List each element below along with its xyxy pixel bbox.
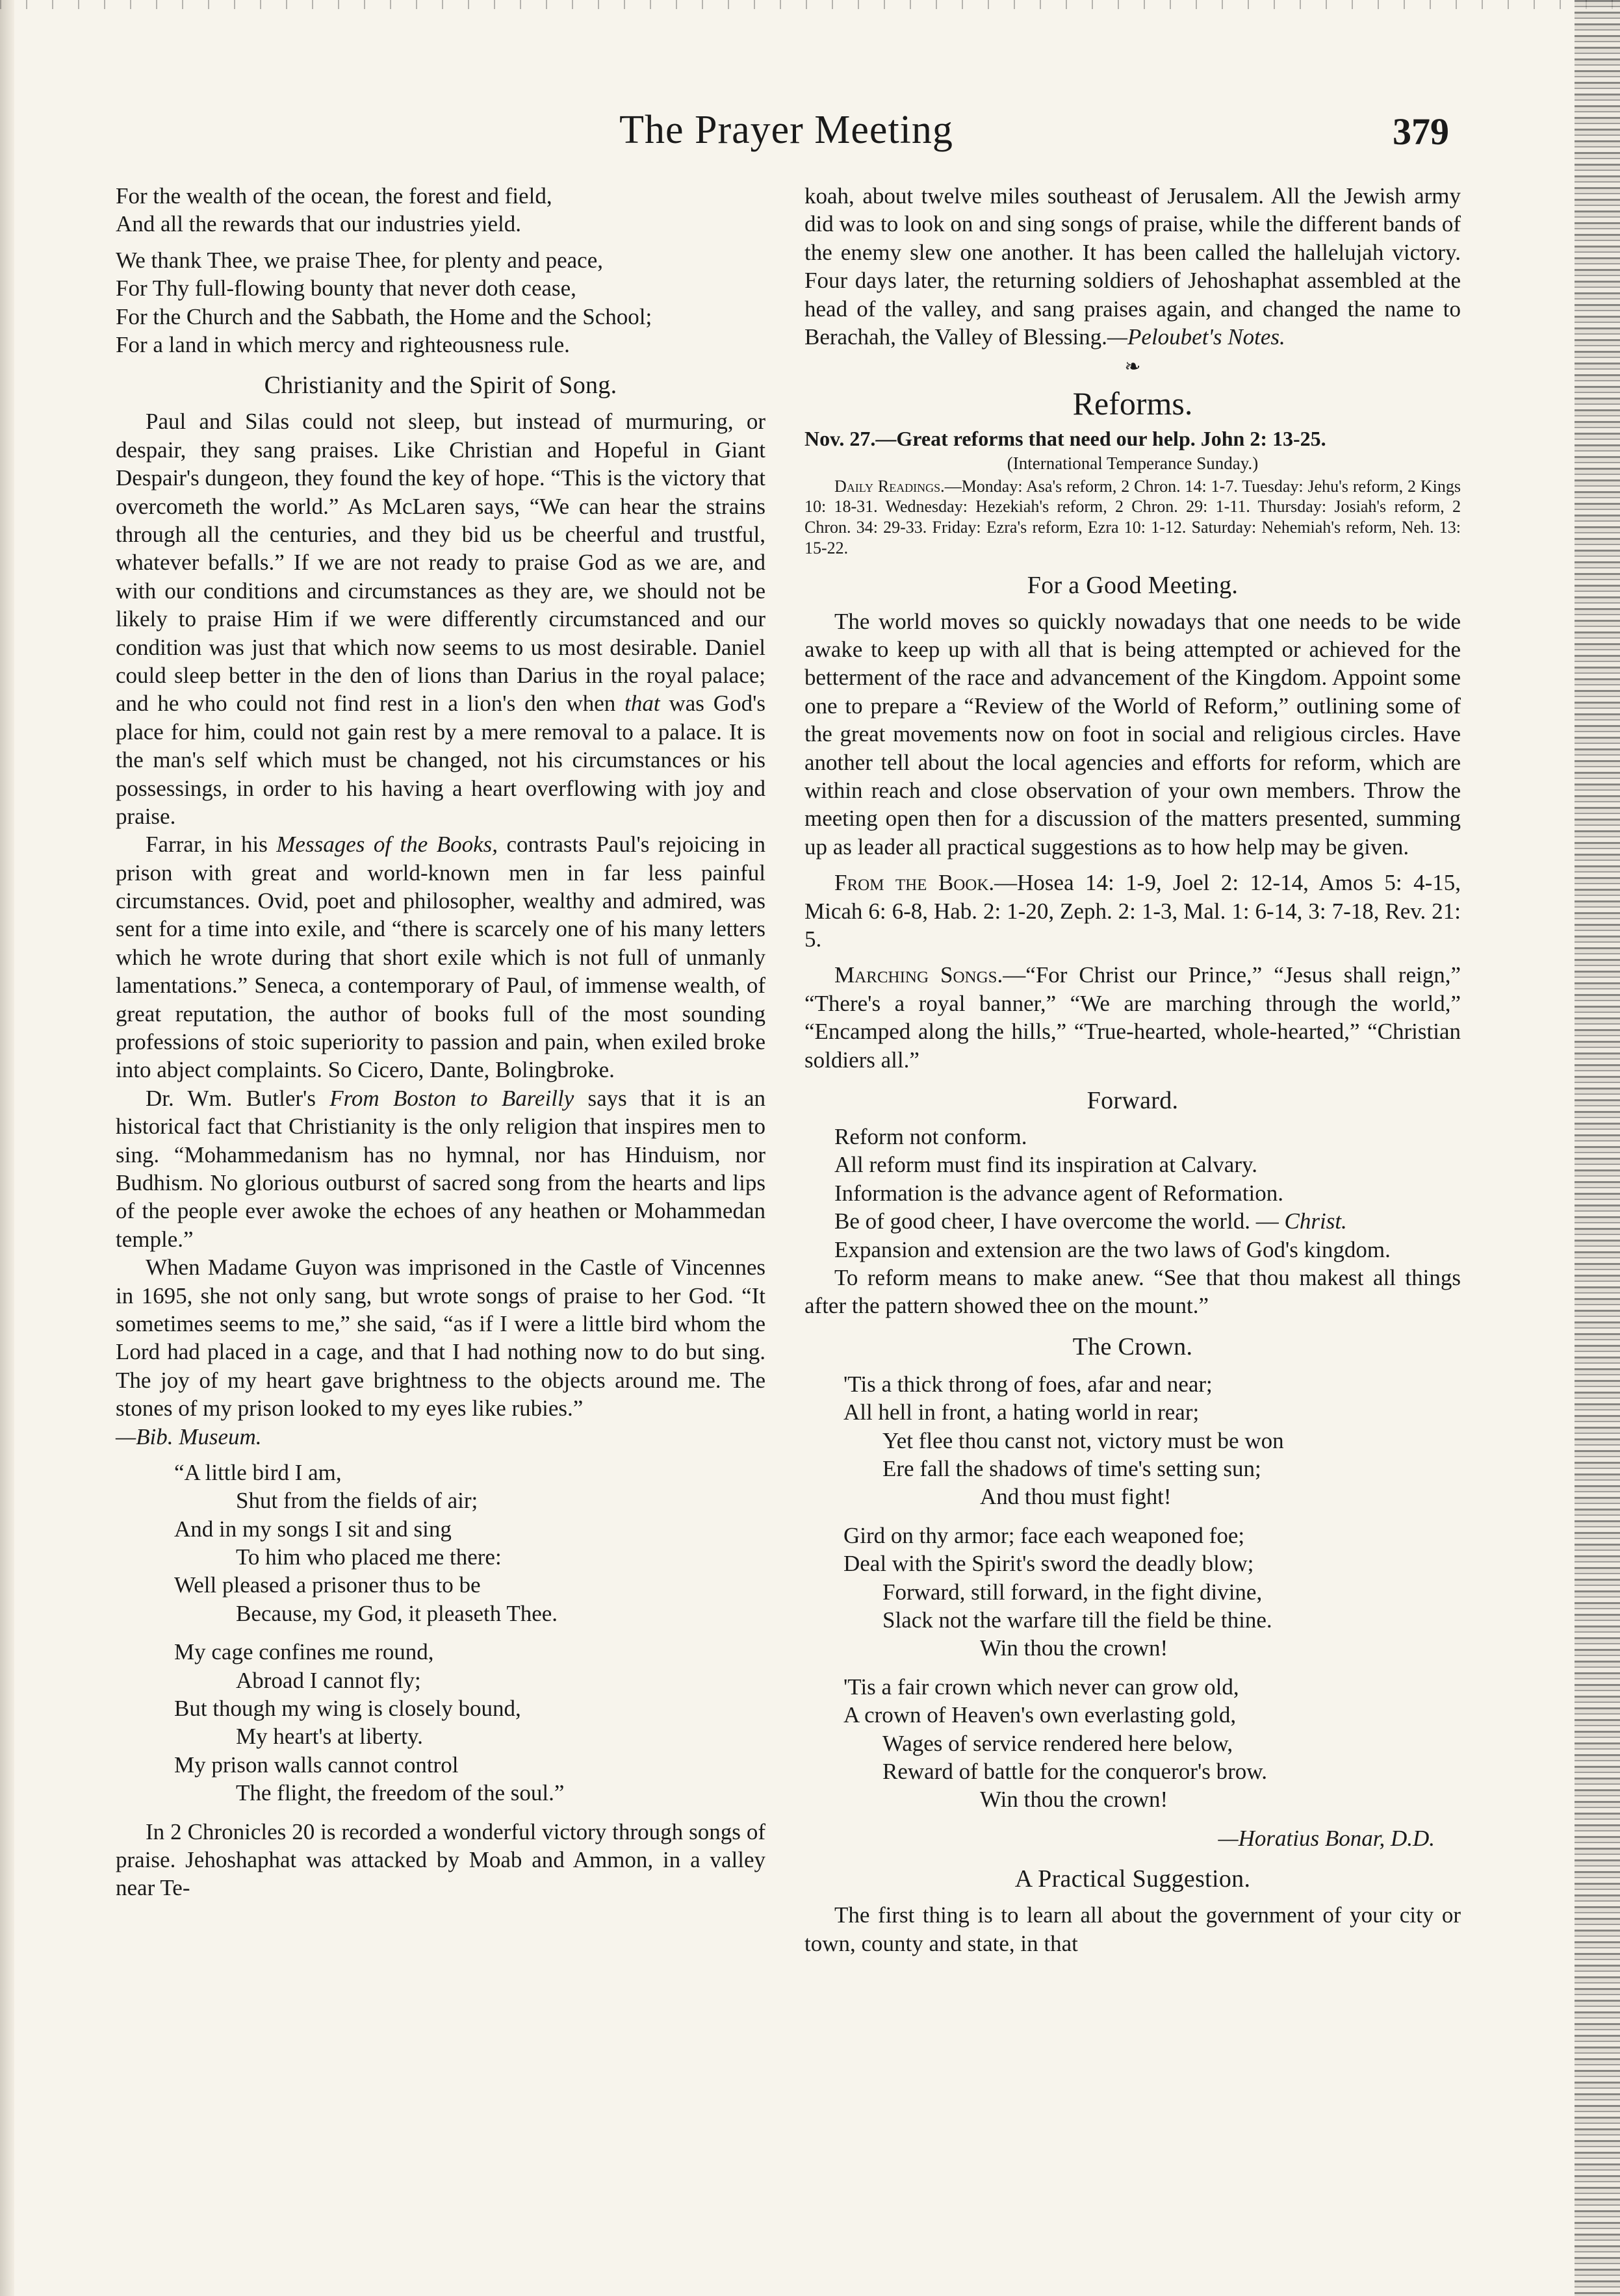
page-edge-top — [0, 0, 1620, 9]
poem-line: Because, my God, it pleaseth Thee. — [236, 1600, 558, 1626]
forward-line: To reform means to make anew. “See that thou makest all things after the pattern showed thee on the mount.” — [804, 1264, 1461, 1319]
poem-line: Abroad I cannot fly; — [236, 1667, 421, 1693]
verse-line: We thank Thee, we praise Thee, for plenty and peace, — [116, 247, 604, 273]
poem-line: Reward of battle for the conqueror's brow. — [882, 1758, 1268, 1784]
poem-line: Slack not the warfare till the field be thine. — [882, 1607, 1272, 1633]
section-heading-crown: The Crown. — [1072, 1333, 1193, 1360]
poem-line: Win thou the crown! — [980, 1635, 1168, 1661]
paragraph: When Madame Guyon was imprisoned in the Castle of Vincennes in 1695, she not only sang, but wrote songs of praise to her God. “It sometimes seems to me,” she said, “as if I were a little bird whom the Lord had placed in a cage, and that I had nothing now to do but sing. The joy of my heart gave brightness to the objects around me. The stones of my prison looked to my eyes like rubies.” — [116, 1255, 765, 1422]
poem-line: To him who placed me there: — [236, 1544, 502, 1570]
page-title: The Prayer Meeting — [619, 108, 953, 152]
forward-line: Expansion and extension are the two laws of God's kingdom. — [834, 1236, 1391, 1262]
paragraph: Paul and Silas could not sleep, but instead of murmuring, or despair, they sang praises. Like Christian and Hopeful in Giant Despair's dungeon, they found the key of hope. “This is the victory that overcometh the world.” As McLaren says, “We can hear the strains through all the centuries, and they bid us be cheerful and trustful, whatever befalls.” If we are not ready to praise God as we are, and with our conditions and circumstances as they are, we should not be likely to praise Him if we were differently circumstanced and our condition was just that which now seems to us most desirable. Daniel could sleep better in the den of lions than Darius in the royal palace; and he who could not find rest in a lion's den when that was God's place for him, could not gain rest by a mere removal to a palace. It is the man's self which must be changed, not his circumstances or his possessings, in order to his having a heart overflowing with joy and praise. — [116, 409, 766, 829]
verse-line: For the wealth of the ocean, the forest and field, — [116, 183, 552, 209]
poem-line: And in my songs I sit and sing — [174, 1516, 452, 1542]
poem-line: 'Tis a fair crown which never can grow old, — [843, 1674, 1239, 1700]
left-column — [116, 182, 765, 1902]
verse-line: For a land in which mercy and righteousness rule. — [116, 331, 570, 357]
paragraph: The first thing is to learn all about the government of your city or town, county and state, in that — [804, 1902, 1461, 1956]
running-header — [117, 107, 1456, 166]
section-heading-forward: Forward. — [1086, 1086, 1179, 1114]
stanza — [804, 1370, 1461, 1511]
poem-author: —Horatius Bonar, D.D. — [1218, 1825, 1435, 1851]
paragraph: koah, about twelve miles southeast of Jerusalem. All the Jewish army did was to look on and sing songs of praise, while the different bands of the enemy slew one another. It has been called the hallelujah victory. Four days later, the returning soldiers of Jehoshaphat assembled at the head of the valley, and sang praises again, and changed the name to Berachah, the Valley of Blessing.—Peloubet's Notes. — [804, 183, 1461, 350]
poem-line: The flight, the freedom of the soul.” — [236, 1780, 565, 1806]
poem-line: Win thou the crown! — [980, 1787, 1168, 1813]
page-number: 379 — [1393, 110, 1449, 153]
paragraph: In 2 Chronicles 20 is recorded a wonderful victory through songs of praise. Jehoshaphat was attacked by Moab and Ammon, in a valley near Te- — [116, 1818, 765, 1901]
section-heading-good-meeting: For a Good Meeting. — [1027, 571, 1239, 599]
right-column — [804, 182, 1461, 1958]
poem-line: Shut from the fields of air; — [236, 1488, 478, 1514]
section-heading-reforms: Reforms. — [1072, 385, 1193, 422]
ornament-icon: ❧ — [1124, 356, 1141, 378]
poem-line: Deal with the Spirit's sword the deadly blow; — [843, 1551, 1254, 1577]
poem-line: Well pleased a prisoner thus to be — [174, 1572, 481, 1598]
poem-line: 'Tis a thick throng of foes, afar and near; — [843, 1371, 1213, 1397]
poem-line: Yet flee thou canst not, victory must be won — [882, 1427, 1284, 1453]
paragraph: The world moves so quickly nowadays that one needs to be wide awake to keep up with all that is being attempted or achieved for the betterment of the race and advancement of the Kingdom. Appoint some one to prepare a “Review of the World of Reform,” outlining some of the great movements now on foot in social and religious circles. Have another tell about the local agencies and efforts for reform, which are within reach and close observation of your own members. Throw the meeting open then for a discussion of the matters presented, summing up as leader all practical suggestions as to how help may be given. — [804, 608, 1461, 860]
poem-line: My heart's at liberty. — [236, 1724, 423, 1750]
verse-line: For Thy full-flowing bounty that never doth cease, — [116, 275, 576, 301]
poem-line: Forward, still forward, in the fight divine, — [882, 1579, 1263, 1605]
forward-line: Information is the advance agent of Reformation. — [834, 1180, 1284, 1206]
poem-crown — [804, 1370, 1461, 1814]
stanza — [116, 1638, 765, 1807]
stanza — [116, 1459, 765, 1627]
from-the-book: From the Book.—Hosea 14: 1-9, Joel 2: 12-14, Amos 5: 4-15, Micah 6: 6-8, Hab. 2: 1-20, Zeph. 2: 1-3, Mal. 1: 6-14, 3: 7-18, Rev. 21: 5. — [804, 870, 1461, 952]
poem-line: And thou must fight! — [980, 1484, 1172, 1510]
verse-line: And all the rewards that our industries yield. — [116, 211, 522, 237]
poem-line: My cage confines me round, — [174, 1639, 434, 1665]
poem-line: Wages of service rendered here below, — [882, 1730, 1233, 1756]
topic-note: (International Temperance Sunday.) — [1007, 453, 1259, 474]
forward-line: All reform must find its inspiration at Calvary. — [834, 1152, 1257, 1178]
stanza — [804, 1673, 1461, 1814]
paragraph: Dr. Wm. Butler's From Boston to Bareilly says that it is an historical fact that Christianity is the only religion that inspires men to sing. “Mohammedanism has no hymnal, nor has Hinduism, nor Budhism. No glorious outburst of sacred song from the hearts and lips of the people ever awoke the echoes of any heathen or Mohammedan temple.” — [116, 1085, 766, 1252]
topic-line: Nov. 27.—Great reforms that need our help. John 2: 13-25. — [804, 426, 1326, 450]
poem-line: A crown of Heaven's own everlasting gold, — [843, 1702, 1237, 1728]
poem-line: My prison walls cannot control — [174, 1752, 459, 1778]
stanza — [804, 1522, 1461, 1663]
page-edge-left — [0, 0, 14, 2296]
section-heading-practical: A Practical Suggestion. — [1014, 1865, 1251, 1893]
poem-line: Gird on thy armor; face each weaponed foe; — [843, 1522, 1245, 1548]
poem-line: Ere fall the shadows of time's setting sun; — [882, 1456, 1261, 1482]
forward-line: Be of good cheer, I have overcome the world. — Christ. — [834, 1208, 1347, 1234]
poem-bird — [116, 1459, 765, 1807]
daily-readings: Daily Readings.—Monday: Asa's reform, 2 Chron. 14: 1-7. Tuesday: Jehu's reform, 2 Kings 10: 18-31. Wednesday: Hezekiah's reform, 2 Chron. 29: 1-11. Thursday: Josiah's reform, 2 Chron. 34: 29-33. Friday: Ezra's reform, Ezra 10: 1-12. Saturday: Nehemiah's reform, Neh. 13: 15-22. — [804, 476, 1461, 557]
verse-line: For the Church and the Sabbath, the Home and the School; — [116, 303, 652, 329]
poem-line: All hell in front, a hating world in rear; — [843, 1399, 1200, 1425]
forward-line: Reform not conform. — [834, 1124, 1027, 1150]
poem-line: “A little bird I am, — [174, 1459, 342, 1485]
source-citation: —Bib. Museum. — [116, 1423, 262, 1449]
paragraph: Farrar, in his Messages of the Books, contrasts Paul's rejoicing in prison with great and world-known men in far less painful circumstances. Ovid, poet and philosopher, wealthy and admired, was sent for a time into exile, and “there is scarcely one of his many letters which he wrote during that short exile which is not full of unmanly lamentations.” Seneca, a contemporary of Paul, of immense wealth, of great reputation, the author of books full of the most sounding professions of stoic superiority to passion and pain, when exiled broke into abject complaints. So Cicero, Dante, Bolingbroke. — [116, 832, 765, 1083]
poem-line: But though my wing is closely bound, — [174, 1696, 521, 1722]
section-heading-song: Christianity and the Spirit of Song. — [264, 372, 617, 400]
marching-songs: Marching Songs.—“For Christ our Prince,” “Jesus shall reign,” “There's a royal banner,” “We are marching through the world,” “Encamped along the hills,” “True-hearted, whole-hearted,” “Christian soldiers all.” — [804, 962, 1461, 1073]
page-edge-right — [1575, 0, 1620, 2296]
